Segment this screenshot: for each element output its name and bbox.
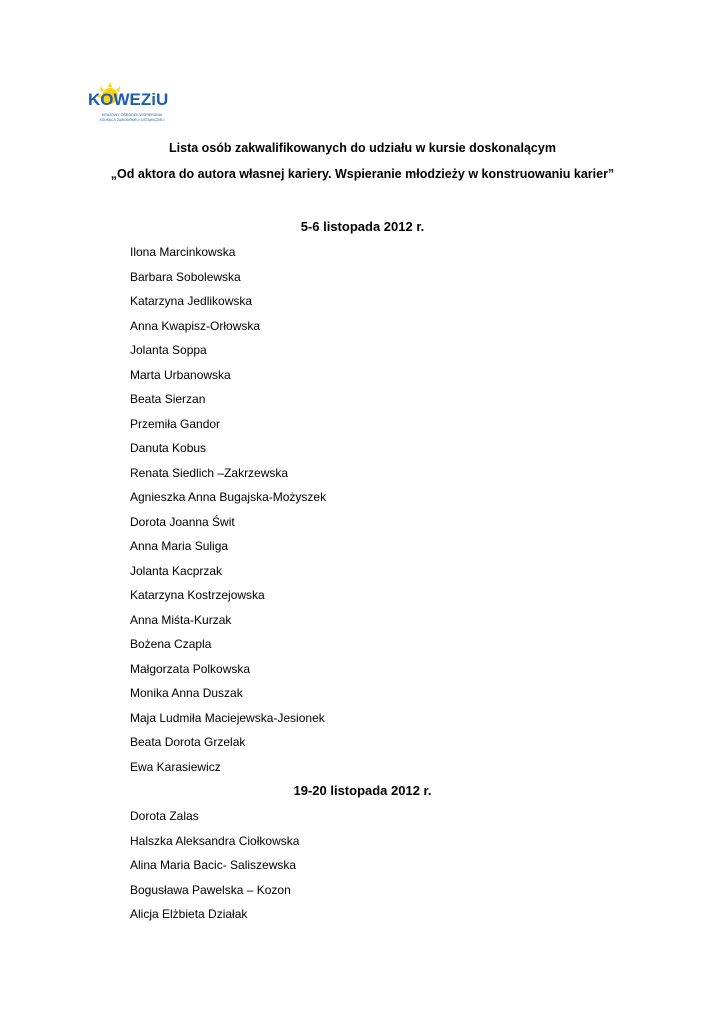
- participant-name: Alina Maria Bacic- Saliszewska: [130, 858, 297, 872]
- participant-list: [130, 244, 326, 783]
- session-date-heading: 5-6 listopada 2012 r.: [300, 219, 425, 234]
- participant-name: Beata Dorota Grzelak: [130, 735, 246, 749]
- course-name: „Od aktora do autora własnej kariery. Wspieranie młodzieży w konstruowaniu karier”: [110, 167, 615, 181]
- participant-name: Jolanta Kacprzak: [130, 563, 223, 578]
- participant-name: Anna Miśta-Kurzak: [130, 612, 232, 627]
- participant-name: Agnieszka Anna Bugajska-Możyszek: [130, 490, 327, 504]
- document-title: Lista osób zakwalifikowanych do udziału w kursie doskonalącym: [169, 141, 556, 155]
- logo-subtitle-2: EDUKACJI ZAWODOWEJ I USTAWICZNEJ: [99, 118, 165, 122]
- participant-name: Danuta Kobus: [130, 441, 207, 455]
- session-date-heading: 19-20 listopada 2012 r.: [293, 783, 432, 798]
- participant-name: Katarzyna Jedlikowska: [130, 294, 253, 308]
- participant-name: Beata Sierzan: [130, 392, 206, 406]
- participant-name: Barbara Sobolewska: [130, 269, 241, 284]
- logo-subtitle-1: KRAJOWY OŚRODEK WSPIERANIA: [101, 113, 163, 117]
- participant-name: Monika Anna Duszak: [130, 686, 243, 700]
- participant-name: Dorota Joanna Świt: [130, 514, 235, 529]
- participant-name: Małgorzata Polkowska: [130, 661, 251, 676]
- participant-name: Alicja Elżbieta Działak: [130, 907, 248, 921]
- participant-name: Katarzyna Kostrzejowska: [130, 588, 265, 602]
- koweziu-logo: [86, 82, 178, 132]
- participant-name: Anna Maria Suliga: [130, 539, 229, 553]
- participant-name: Dorota Zalas: [130, 809, 199, 823]
- participant-name: Bożena Czapla: [130, 637, 212, 651]
- logo-wordmark: KOWEZiU: [88, 90, 169, 109]
- participant-name: Maja Ludmiła Maciejewska-Jesionek: [130, 710, 325, 725]
- participant-name: Halszka Aleksandra Ciołkowska: [130, 833, 300, 848]
- participant-list: [130, 808, 299, 931]
- participant-name: Ilona Marcinkowska: [130, 245, 236, 259]
- participant-name: Przemiła Gandor: [130, 416, 221, 431]
- participant-name: Ewa Karasiewicz: [130, 759, 221, 774]
- participant-name: Marta Urbanowska: [130, 367, 231, 382]
- participant-name: Renata Siedlich –Zakrzewska: [130, 465, 289, 480]
- participant-name: Jolanta Soppa: [130, 343, 207, 357]
- participant-name: Anna Kwapisz-Orłowska: [130, 318, 261, 333]
- participant-name: Bogusława Pawelska – Kozon: [130, 882, 291, 897]
